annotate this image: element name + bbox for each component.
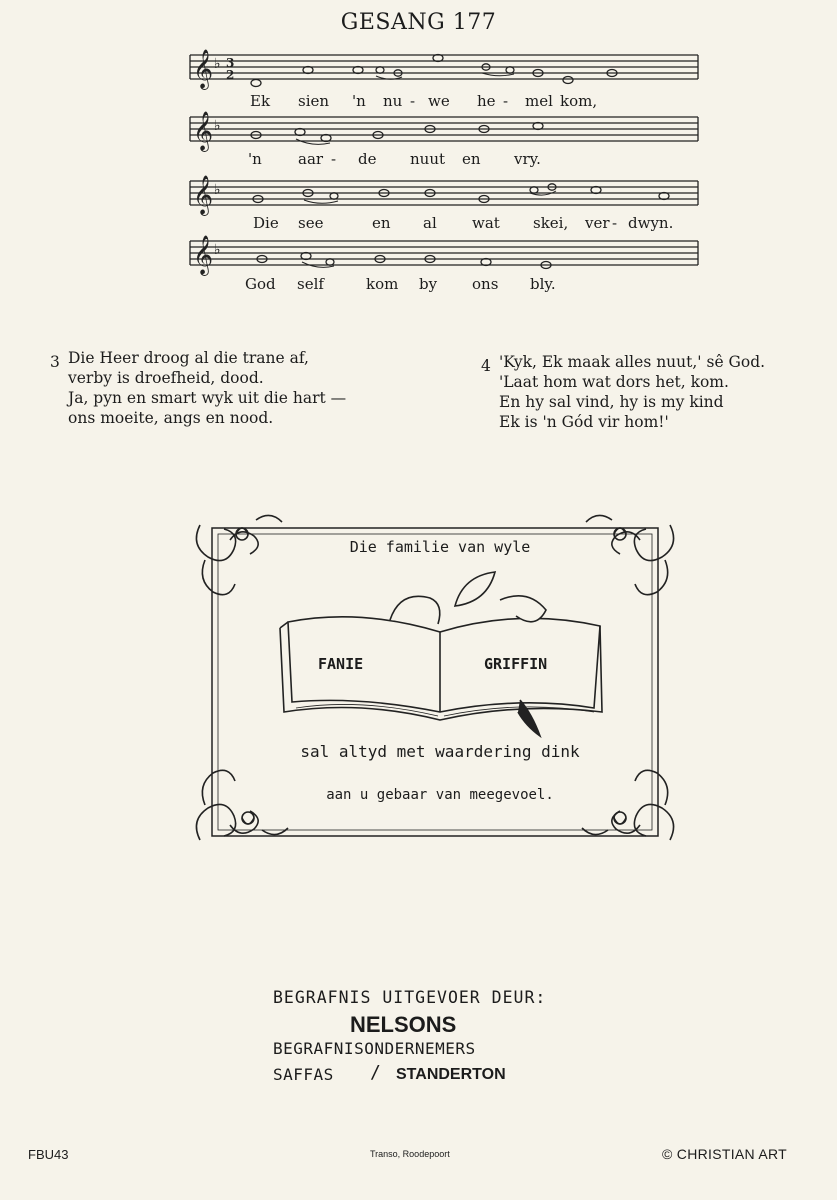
svg-text:3: 3 [226, 56, 235, 70]
deceased-first-name: FANIE [318, 655, 364, 673]
lyric-syllable: dwyn. [628, 214, 674, 232]
lyric-syllable: - [503, 92, 509, 110]
product-code: FBU43 [28, 1147, 69, 1162]
lyric-syllable: God [245, 275, 276, 293]
lyric-syllable: 'n [248, 150, 262, 168]
card-message: sal altyd met waardering dink [300, 742, 580, 761]
treble-clef-icon: 𝄞 [193, 235, 214, 275]
lyric-syllable: 'n [352, 92, 366, 110]
card-greeting: Die familie van wyle [349, 538, 531, 556]
verse-line: ons moeite, angs en nood. [68, 409, 274, 427]
lyric-syllable: bly. [530, 275, 556, 293]
lyric-syllable: see [298, 214, 324, 232]
verse-line: 'Kyk, Ek maak alles nuut,' sê God. [499, 353, 766, 371]
funeral-location-1: SAFFAS [273, 1065, 334, 1084]
lyric-syllable: ons [472, 275, 499, 293]
verse-line: Ek is 'n Gód vir hom!' [499, 413, 669, 431]
page-title: GESANG 177 [340, 10, 497, 35]
lyric-syllable: de [358, 150, 377, 168]
copyright: © CHRISTIAN ART [662, 1146, 788, 1162]
location-separator: / [370, 1062, 381, 1083]
lyric-syllable: Ek [250, 92, 271, 110]
lyric-syllable: - [331, 150, 337, 168]
svg-text:♭: ♭ [214, 242, 221, 258]
funeral-home-type: BEGRAFNISONDERNEMERS [273, 1039, 476, 1058]
card-message-2: aan u gebaar van meegevoel. [326, 787, 554, 803]
lyric-syllable: - [410, 92, 416, 110]
lyric-syllable: by [419, 275, 438, 293]
lyric-syllable: aar [298, 150, 324, 168]
lyric-syllable: en [462, 150, 481, 168]
lyric-syllable: we [428, 92, 450, 110]
lyric-syllable: vry. [514, 150, 541, 168]
verse-number: 3 [50, 353, 60, 371]
lyric-syllable: en [372, 214, 391, 232]
treble-clef-icon: 𝄞 [193, 111, 214, 151]
lyric-syllable: al [423, 214, 437, 232]
lyric-syllable: nu [383, 92, 403, 110]
printer-credit: Transo, Roodepoort [370, 1149, 450, 1159]
svg-text:♭: ♭ [214, 118, 221, 134]
deceased-last-name: GRIFFIN [484, 655, 548, 673]
treble-clef-icon: 𝄞 [193, 49, 214, 89]
verse-line: 'Laat hom wat dors het, kom. [499, 373, 729, 391]
svg-text:♭: ♭ [214, 56, 221, 72]
verse-line: Die Heer droog al die trane af, [68, 349, 309, 367]
svg-text:♭: ♭ [214, 182, 221, 198]
lyric-syllable: skei, [533, 214, 569, 232]
verse-line: Ja, pyn en smart wyk uit die hart — [68, 389, 347, 407]
lyric-syllable: mel [525, 92, 553, 110]
verse-number: 4 [481, 357, 491, 375]
open-bible-icon [280, 572, 602, 736]
lyric-syllable: Die [253, 214, 279, 232]
lyric-syllable: he [477, 92, 496, 110]
lyric-syllable: nuut [410, 150, 446, 168]
funeral-home-name: NELSONS [350, 1012, 457, 1037]
funeral-location-2: STANDERTON [396, 1066, 506, 1083]
lyric-syllable: wat [472, 214, 500, 232]
svg-text:2: 2 [226, 68, 235, 82]
verse-line: En hy sal vind, hy is my kind [499, 393, 724, 411]
lyric-syllable: ver [585, 214, 610, 232]
funeral-heading: BEGRAFNIS UITGEVOER DEUR: [273, 988, 547, 1007]
lyric-syllable: kom [366, 275, 399, 293]
lyric-syllable: kom, [560, 92, 598, 110]
treble-clef-icon: 𝄞 [193, 175, 214, 215]
verse-line: verby is droefheid, dood. [68, 369, 264, 387]
lyric-syllable: self [297, 275, 324, 293]
lyric-syllable: - [612, 214, 618, 232]
lyric-syllable: sien [298, 92, 330, 110]
